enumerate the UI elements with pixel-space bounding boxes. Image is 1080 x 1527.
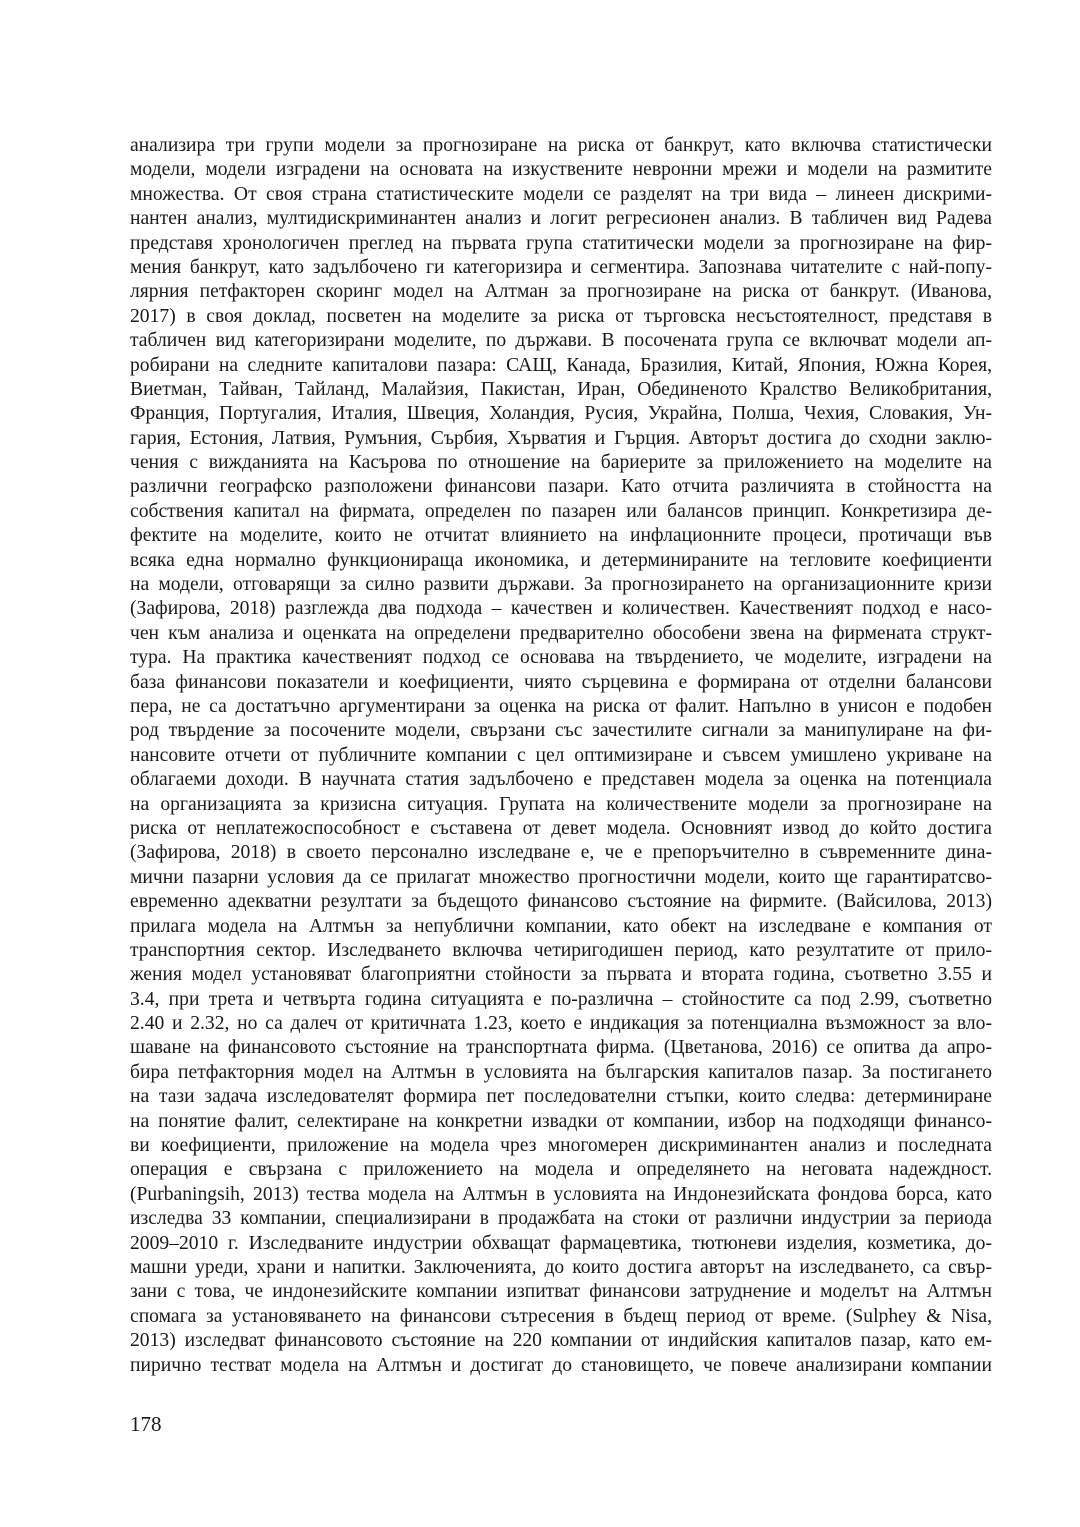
text-line: лярния петфакторен скоринг модел на Алтман за прогнозиране на риска от банкрут. (Иванова,: [130, 281, 992, 303]
text-line: 3.4, при трета и четвърта година ситуацията е по-различна – стойностите са под 2.99, съответно: [130, 988, 992, 1010]
text-line: (Зафирова, 2018) в своето персонално изследване е, че е препоръчително в съвременните дина-: [130, 842, 992, 864]
text-line: транспортния сектор. Изследването включва четиригодишен период, като резултатите от прило-: [130, 939, 992, 961]
text-line: всяка една нормално функционираща икономика, и детерминираните на тегловите коефициенти: [130, 549, 992, 571]
text-line: 2.40 и 2.32, но са далеч от критичната 1.23, което е индикация за потенциална възможност за вло-: [130, 1013, 992, 1035]
body-text: [130, 134, 992, 1378]
text-line: пирично тестват модела на Алтмън и достигат до становището, че повече анализирани компании: [130, 1354, 992, 1376]
text-line: на тази задача изследователят формира пет последователни стъпки, които следва: детерминиране: [130, 1086, 992, 1108]
text-line: тура. На практика качественият подход се основава на твърдението, че моделите, изградени на: [130, 647, 992, 669]
text-line: шаване на финансовото състояние на транспортната фирма. (Цветанова, 2016) се опитва да апро-: [130, 1037, 992, 1059]
text-line: пера, не са достатъчно аргументирани за оценка на риска от фалит. Напълно в унисон е подобен: [130, 695, 992, 717]
text-line: модели, модели изградени на основата на изкуствените невронни мрежи и модели на размитите: [130, 159, 992, 181]
text-line: робирани на следните капиталови пазара: САЩ, Канада, Бразилия, Китай, Япония, Южна Корея,: [130, 354, 992, 376]
text-line: евременно адекватни резултати за бъдещото финансово състояние на фирмите. (Вайсилова, 2013): [130, 891, 992, 913]
text-line: табличен вид категоризирани моделите, по държави. В посочената група се включват модели ап-: [130, 330, 992, 352]
text-line: род твърдение за посочените модели, свързани със зачестилите сигнали за манипулиране на фи-: [130, 720, 992, 742]
text-line: чения с вижданията на Касърова по отношение на бариерите за приложението на моделите на: [130, 452, 992, 474]
text-line: операция е свързана с приложението на модела и определянето на неговата надеждност.: [130, 1159, 992, 1181]
text-line: мични пазарни условия да се прилагат множество прогностични модели, които ще гарантиратсво-: [130, 866, 992, 888]
text-line: 2009–2010 г. Изследваните индустрии обхващат фармацевтика, тютюневи изделия, козметика, до-: [130, 1232, 992, 1254]
text-line: (Зафирова, 2018) разглежда два подхода – качествен и количествен. Качественият подход е насо-: [130, 598, 992, 620]
text-line: база финансови показатели и коефициенти, чиято сърцевина е формирана от отделни балансови: [130, 671, 992, 693]
text-line: на организацията за кризисна ситуация. Групата на количествените модели за прогнозиране на: [130, 793, 992, 815]
text-line: чен към анализа и оценката на определени предварително обособени звена на фирмената структ-: [130, 622, 992, 644]
text-line: Виетман, Тайван, Тайланд, Малайзия, Пакистан, Иран, Обединеното Кралство Великобритания,: [130, 378, 992, 400]
text-line: ви коефициенти, приложение на модела чрез многомерен дискриминантен анализ и последната: [130, 1135, 992, 1157]
text-line: жения модел установяват благоприятни стойности за първата и втората година, съответно 3.55 и: [130, 964, 992, 986]
text-line: 2013) изследват финансовото състояние на 220 компании от индийския капиталов пазар, като ем-: [130, 1330, 992, 1352]
text-line: нантен анализ, мултидискриминантен анализ и логит регресионен анализ. В табличен вид Радева: [130, 208, 992, 230]
text-line: (Purbaningsih, 2013) тества модела на Алтмън в условията на Индонезийската фондова борса, като: [130, 1183, 992, 1205]
text-line: мения банкрут, като задълбочено ги категоризира и сегментира. Запознава читателите с най-попу-: [130, 256, 992, 278]
text-line: спомага за установяването на финансови сътресения в бъдещ период от време. (Sulphey & Nisa,: [130, 1305, 992, 1327]
page-number: 178: [130, 1412, 162, 1436]
text-line: собствения капитал на фирмата, определен по пазарен или балансов принцип. Конкретизира де-: [130, 500, 992, 522]
text-line: множества. От своя страна статистическите модели се разделят на три вида – линеен дискрими-: [130, 183, 992, 205]
text-line: бира петфакторния модел на Алтмън в условията на българския капиталов пазар. За постигането: [130, 1061, 992, 1083]
text-line: машни уреди, храни и напитки. Заключенията, до които достига авторът на изследването, са свър-: [130, 1256, 992, 1278]
text-line: Франция, Португалия, Италия, Швеция, Холандия, Русия, Украйна, Полша, Чехия, Словакия, Ун-: [130, 403, 992, 425]
text-line: 2017) в своя доклад, посветен на моделите за риска от търговска несъстоятелност, представя в: [130, 305, 992, 327]
text-line: риска от неплатежоспособност е съставена от девет модела. Основният извод до който достига: [130, 817, 992, 839]
text-line: изследва 33 компании, специализирани в продажбата на стоки от различни индустрии за периода: [130, 1208, 992, 1230]
text-line: прилага модела на Алтмън за непублични компании, като обект на изследване е компания от: [130, 915, 992, 937]
text-line: на модели, отговарящи за силно развити държави. За прогнозирането на организационните кризи: [130, 574, 992, 596]
text-line: на понятие фалит, селектиране на конкретни извадки от компании, избор на подходящи финансо-: [130, 1110, 992, 1132]
text-line: различни географско разположени финансови пазари. Като отчита различията в стойността на: [130, 476, 992, 498]
text-line: фектите на моделите, които не отчитат влиянието на инфлационните процеси, протичащи във: [130, 525, 992, 547]
text-line: облагаеми доходи. В научната статия задълбочено е представен модела за оценка на потенциала: [130, 769, 992, 791]
text-line: зани с това, че индонезийските компании изпитват финансови затруднение и моделът на Алтмън: [130, 1281, 992, 1303]
text-line: представя хронологичен преглед на първата група статитически модели за прогнозиране на фир-: [130, 232, 992, 254]
text-line: анализира три групи модели за прогнозиране на риска от банкрут, като включва статистически: [130, 135, 992, 156]
text-line: гария, Естония, Латвия, Румъния, Сърбия, Хърватия и Гърция. Авторът достига до сходни заклю-: [130, 427, 992, 449]
text-line: нансовите отчети от публичните компании с цел оптимизиране и съвсем умишлено укриване на: [130, 744, 992, 766]
